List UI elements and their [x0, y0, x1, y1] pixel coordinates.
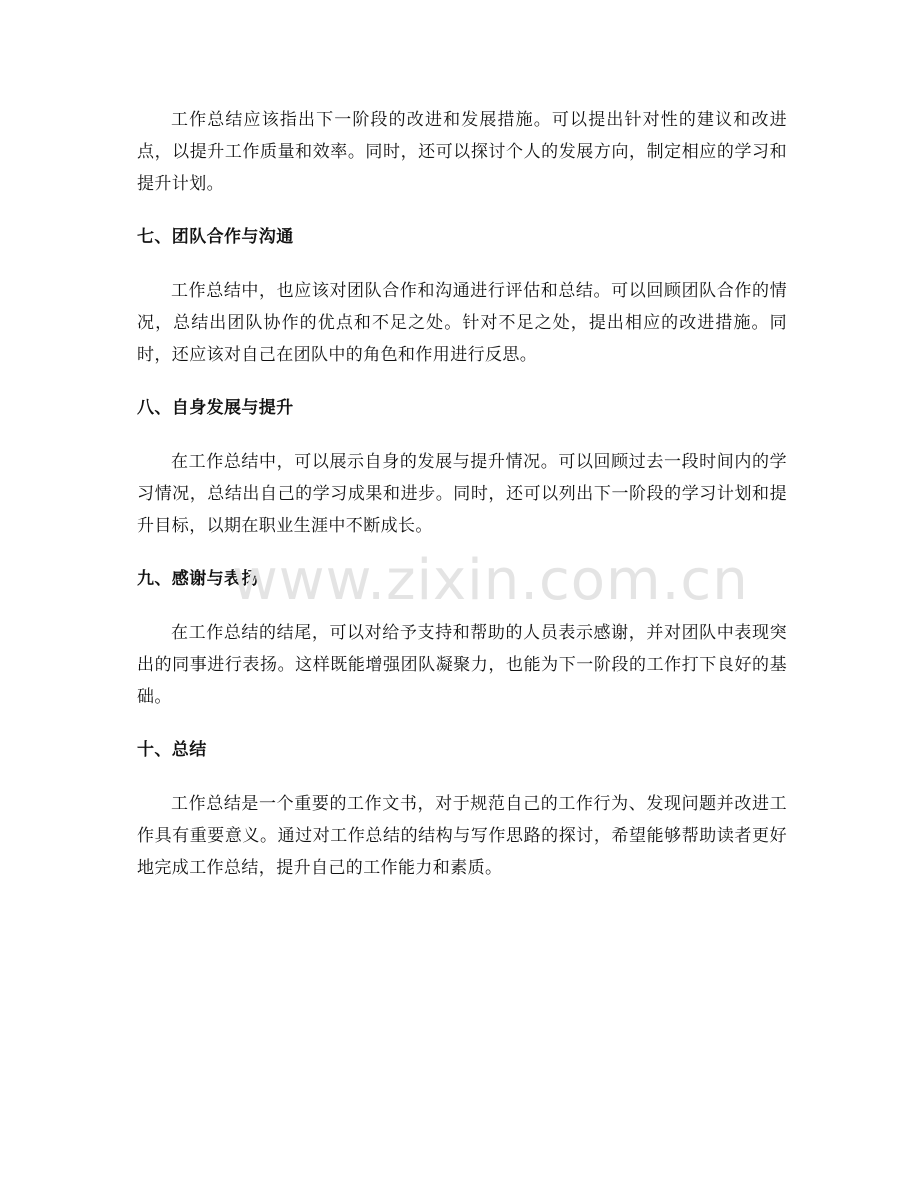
paragraph-improvement-measures: 工作总结应该指出下一阶段的改进和发展措施。可以提出针对性的建议和改进点，以提升工作质量和效率。同时，还可以探讨个人的发展方向，制定相应的学习和提升计划。 — [137, 110, 787, 194]
paragraph-self-development: 在工作总结中，可以展示自身的发展与提升情况。可以回顾过去一段时间内的学习情况，总结出自己的学习成果和进步。同时，还可以列出下一阶段的学习计划和提升目标，以期在职业生涯中不断成长。 — [137, 452, 787, 536]
watermark: www.zixin.com.cn — [232, 548, 749, 613]
document-body — [137, 104, 787, 884]
section-heading-thanks: 九、感谢与表扬 — [137, 569, 259, 589]
section-heading-self-development: 八、自身发展与提升 — [137, 398, 294, 418]
section-heading-summary: 十、总结 — [137, 740, 207, 760]
paragraph-teamwork: 工作总结中，也应该对团队合作和沟通进行评估和总结。可以回顾团队合作的情况，总结出团队协作的优点和不足之处。针对不足之处，提出相应的改进措施。同时，还应该对自己在团队中的角色和作用进行反思。 — [137, 281, 787, 365]
section-heading-teamwork: 七、团队合作与沟通 — [137, 227, 294, 247]
paragraph-thanks: 在工作总结的结尾，可以对给予支持和帮助的人员表示感谢，并对团队中表现突出的同事进行表扬。这样既能增强团队凝聚力，也能为下一阶段的工作打下良好的基础。 — [137, 623, 787, 707]
paragraph-summary: 工作总结是一个重要的工作文书，对于规范自己的工作行为、发现问题并改进工作具有重要意义。通过对工作总结的结构与写作思路的探讨，希望能够帮助读者更好地完成工作总结，提升自己的工作能力和素质。 — [137, 794, 787, 878]
spacer — [137, 424, 787, 446]
spacer — [137, 200, 787, 221]
spacer — [137, 253, 787, 275]
spacer — [137, 595, 787, 617]
spacer — [137, 542, 787, 563]
spacer — [137, 713, 787, 734]
spacer — [137, 371, 787, 392]
spacer — [137, 766, 787, 788]
